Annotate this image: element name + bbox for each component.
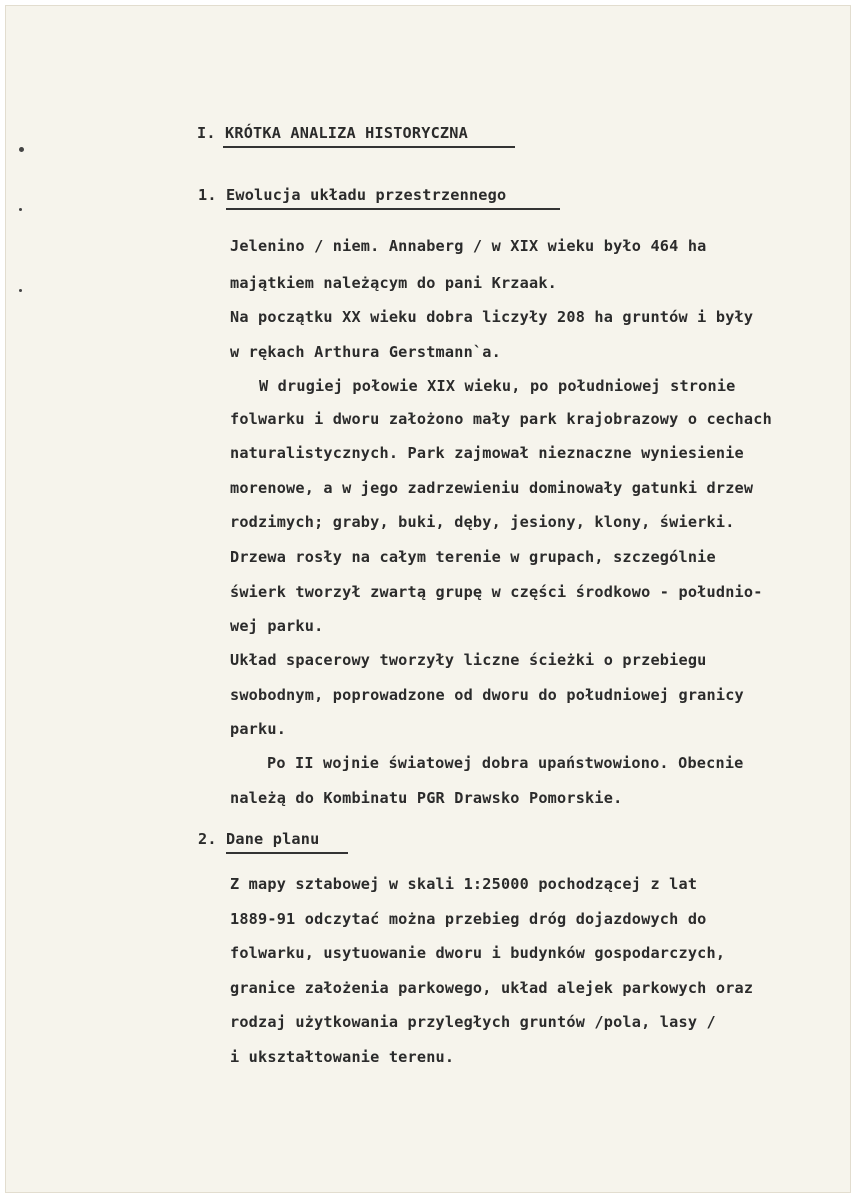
paragraph-line: swobodnym, poprowadzone od dworu do południowej granicy (230, 686, 744, 704)
paragraph-line: W drugiej połowie XIX wieku, po południowej stronie (259, 377, 736, 395)
paragraph-line: parku. (230, 720, 287, 738)
paragraph-line: 1889-91 odczytać można przebieg dróg dojazdowych do (230, 910, 707, 928)
typewritten-page (5, 5, 851, 1193)
subsection-title: 1. Ewolucja układu przestrzennego (198, 186, 507, 204)
paragraph-line: i ukształtowanie terenu. (230, 1048, 455, 1066)
paragraph-line: Drzewa rosły na całym terenie w grupach, szczególnie (230, 548, 716, 566)
paragraph-line: Po II wojnie światowej dobra upaństwowiono. Obecnie (267, 754, 744, 772)
subsection-underline (226, 852, 348, 854)
paragraph-line: folwarku, usytuowanie dworu i budynków gospodarczych, (230, 944, 726, 962)
paragraph-line: w rękach Arthura Gerstmann`a. (230, 343, 501, 361)
paragraph-line: folwarku i dworu założono mały park krajobrazowy o cechach (230, 410, 772, 428)
paragraph-line: Z mapy sztabowej w skali 1:25000 pochodzącej z lat (230, 875, 698, 893)
paragraph-line: rodzaj użytkowania przyległych gruntów /pola, lasy / (230, 1013, 716, 1031)
paragraph-line: naturalistycznych. Park zajmował nieznaczne wyniesienie (230, 444, 744, 462)
heading-underline (223, 146, 515, 148)
paragraph-line: Jelenino / niem. Annaberg / w XIX wieku było 464 ha (230, 237, 707, 255)
paragraph-line: rodzimych; graby, buki, dęby, jesiony, klony, świerki. (230, 513, 735, 531)
paragraph-line: majątkiem należącym do pani Krzaak. (230, 274, 558, 292)
margin-mark (19, 289, 22, 292)
margin-mark (19, 208, 22, 211)
margin-mark (19, 147, 24, 152)
paragraph-line: Układ spacerowy tworzyły liczne ścieżki o przebiegu (230, 651, 707, 669)
paragraph-line: morenowe, a w jego zadrzewieniu dominowały gatunki drzew (230, 479, 754, 497)
paragraph-line: granice założenia parkowego, układ alejek parkowych oraz (230, 979, 754, 997)
paragraph-line: należą do Kombinatu PGR Drawsko Pomorskie. (230, 789, 623, 807)
paragraph-line: Na początku XX wieku dobra liczyły 208 ha gruntów i były (230, 308, 754, 326)
paragraph-line: wej parku. (230, 617, 324, 635)
paragraph-line: świerk tworzył zwartą grupę w części środkowo - południo- (230, 583, 763, 601)
subsection-underline (226, 208, 560, 210)
subsection-title: 2. Dane planu (198, 830, 320, 848)
section-heading: I. KRÓTKA ANALIZA HISTORYCZNA (197, 124, 468, 142)
